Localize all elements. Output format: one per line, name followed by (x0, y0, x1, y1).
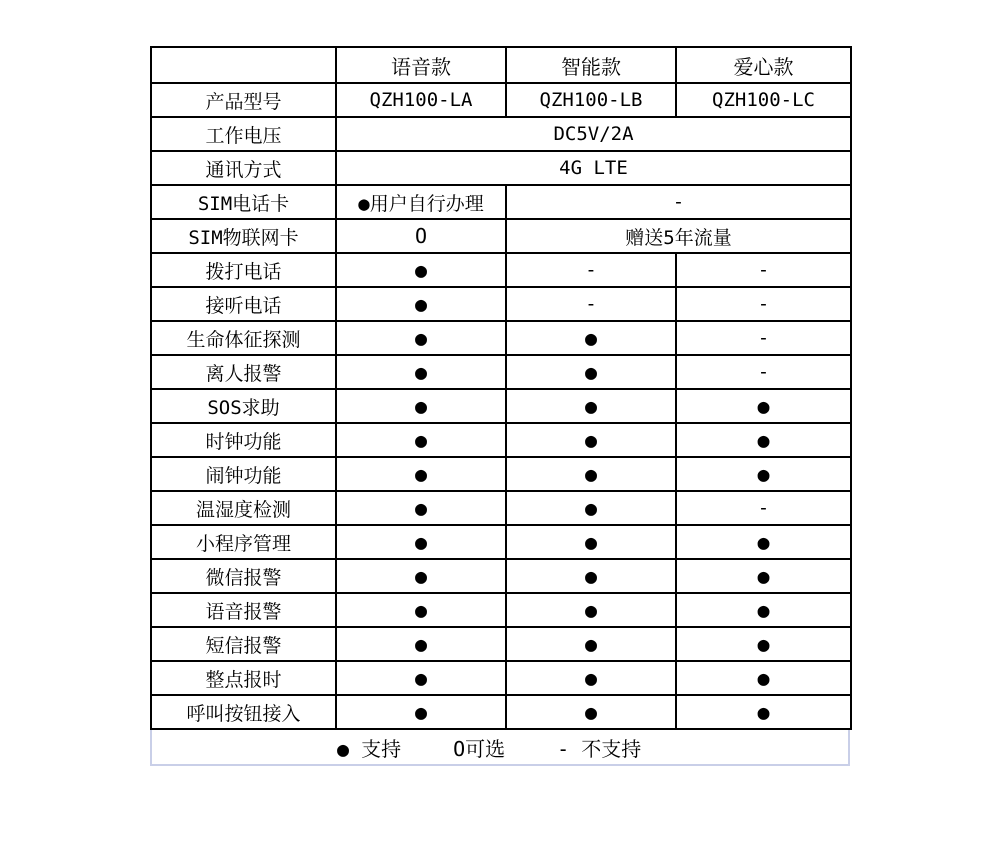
row-label: 语音报警 (151, 593, 336, 627)
value-cell: - (676, 253, 851, 287)
value-cell: ● (506, 525, 676, 559)
value-cell: ● (336, 559, 506, 593)
table-row (151, 695, 851, 729)
spec-table-body (151, 83, 851, 729)
table-row (151, 117, 851, 151)
value-cell: 4G LTE (336, 151, 851, 185)
value-cell: ● (676, 695, 851, 729)
row-label: 生命体征探测 (151, 321, 336, 355)
row-label: 产品型号 (151, 83, 336, 117)
value-cell: ● (676, 627, 851, 661)
value-cell: - (506, 185, 851, 219)
value-cell: - (506, 253, 676, 287)
header-cell-empty (151, 47, 336, 83)
value-cell: ● (336, 253, 506, 287)
value-cell: ● (336, 627, 506, 661)
table-row (151, 287, 851, 321)
value-cell: ● (336, 389, 506, 423)
row-label: SOS求助 (151, 389, 336, 423)
header-cell: 智能款 (506, 47, 676, 83)
header-cell: 语音款 (336, 47, 506, 83)
value-cell: - (676, 287, 851, 321)
table-row (151, 389, 851, 423)
value-cell: ● (506, 661, 676, 695)
table-row (151, 661, 851, 695)
value-cell: ● (336, 695, 506, 729)
value-cell: ● (336, 287, 506, 321)
table-row (151, 491, 851, 525)
row-label: 通讯方式 (151, 151, 336, 185)
spec-table-header (151, 47, 851, 83)
table-row (151, 525, 851, 559)
row-label: 短信报警 (151, 627, 336, 661)
value-cell: ● (506, 355, 676, 389)
value-cell: ● (336, 423, 506, 457)
table-row (151, 253, 851, 287)
value-cell: ● (506, 695, 676, 729)
value-cell: ● (336, 321, 506, 355)
value-cell: ● (506, 321, 676, 355)
table-row (151, 151, 851, 185)
row-label: 整点报时 (151, 661, 336, 695)
legend-item: O可选 (453, 736, 506, 761)
row-label: 呼叫按钮接入 (151, 695, 336, 729)
row-label: 小程序管理 (151, 525, 336, 559)
value-cell: 赠送5年流量 (506, 219, 851, 253)
value-cell: QZH100-LB (506, 83, 676, 117)
row-label: 工作电压 (151, 117, 336, 151)
value-cell: ● (676, 559, 851, 593)
row-label: 离人报警 (151, 355, 336, 389)
value-cell: ● (506, 627, 676, 661)
table-row (151, 321, 851, 355)
value-cell: QZH100-LC (676, 83, 851, 117)
value-cell: - (676, 321, 851, 355)
value-cell: O (336, 219, 506, 253)
value-cell: ● (676, 457, 851, 491)
value-cell: DC5V/2A (336, 117, 851, 151)
value-cell: ● (676, 661, 851, 695)
value-cell: - (506, 287, 676, 321)
value-cell: ● (336, 457, 506, 491)
value-cell: ● (676, 525, 851, 559)
row-label: 时钟功能 (151, 423, 336, 457)
row-label: 拨打电话 (151, 253, 336, 287)
value-cell: ● (506, 457, 676, 491)
value-cell: - (676, 355, 851, 389)
header-cell: 爱心款 (676, 47, 851, 83)
table-row (151, 423, 851, 457)
value-cell: ● (336, 355, 506, 389)
value-cell: ● (506, 423, 676, 457)
header-row (151, 47, 851, 83)
table-row (151, 219, 851, 253)
table-row (151, 355, 851, 389)
value-cell: ● (336, 661, 506, 695)
row-label: 接听电话 (151, 287, 336, 321)
product-spec-table-container (150, 46, 850, 766)
product-spec-table (150, 46, 852, 730)
value-cell: - (676, 491, 851, 525)
table-row (151, 627, 851, 661)
table-row (151, 559, 851, 593)
value-cell: ● (506, 491, 676, 525)
value-cell: ●用户自行办理 (336, 185, 506, 219)
table-row (151, 593, 851, 627)
row-label: SIM物联网卡 (151, 219, 336, 253)
value-cell: QZH100-LA (336, 83, 506, 117)
row-label: SIM电话卡 (151, 185, 336, 219)
value-cell: ● (506, 559, 676, 593)
table-row (151, 83, 851, 117)
value-cell: ● (676, 593, 851, 627)
table-row (151, 185, 851, 219)
value-cell: ● (336, 525, 506, 559)
value-cell: ● (506, 389, 676, 423)
value-cell: ● (676, 423, 851, 457)
table-row (151, 457, 851, 491)
legend-item: ● 支持 (337, 736, 402, 761)
row-label: 温湿度检测 (151, 491, 336, 525)
value-cell: ● (336, 491, 506, 525)
row-label: 微信报警 (151, 559, 336, 593)
row-label: 闹钟功能 (151, 457, 336, 491)
value-cell: ● (676, 389, 851, 423)
value-cell: ● (336, 593, 506, 627)
legend-item: - 不支持 (557, 736, 642, 761)
value-cell: ● (506, 593, 676, 627)
legend-row (150, 730, 850, 766)
